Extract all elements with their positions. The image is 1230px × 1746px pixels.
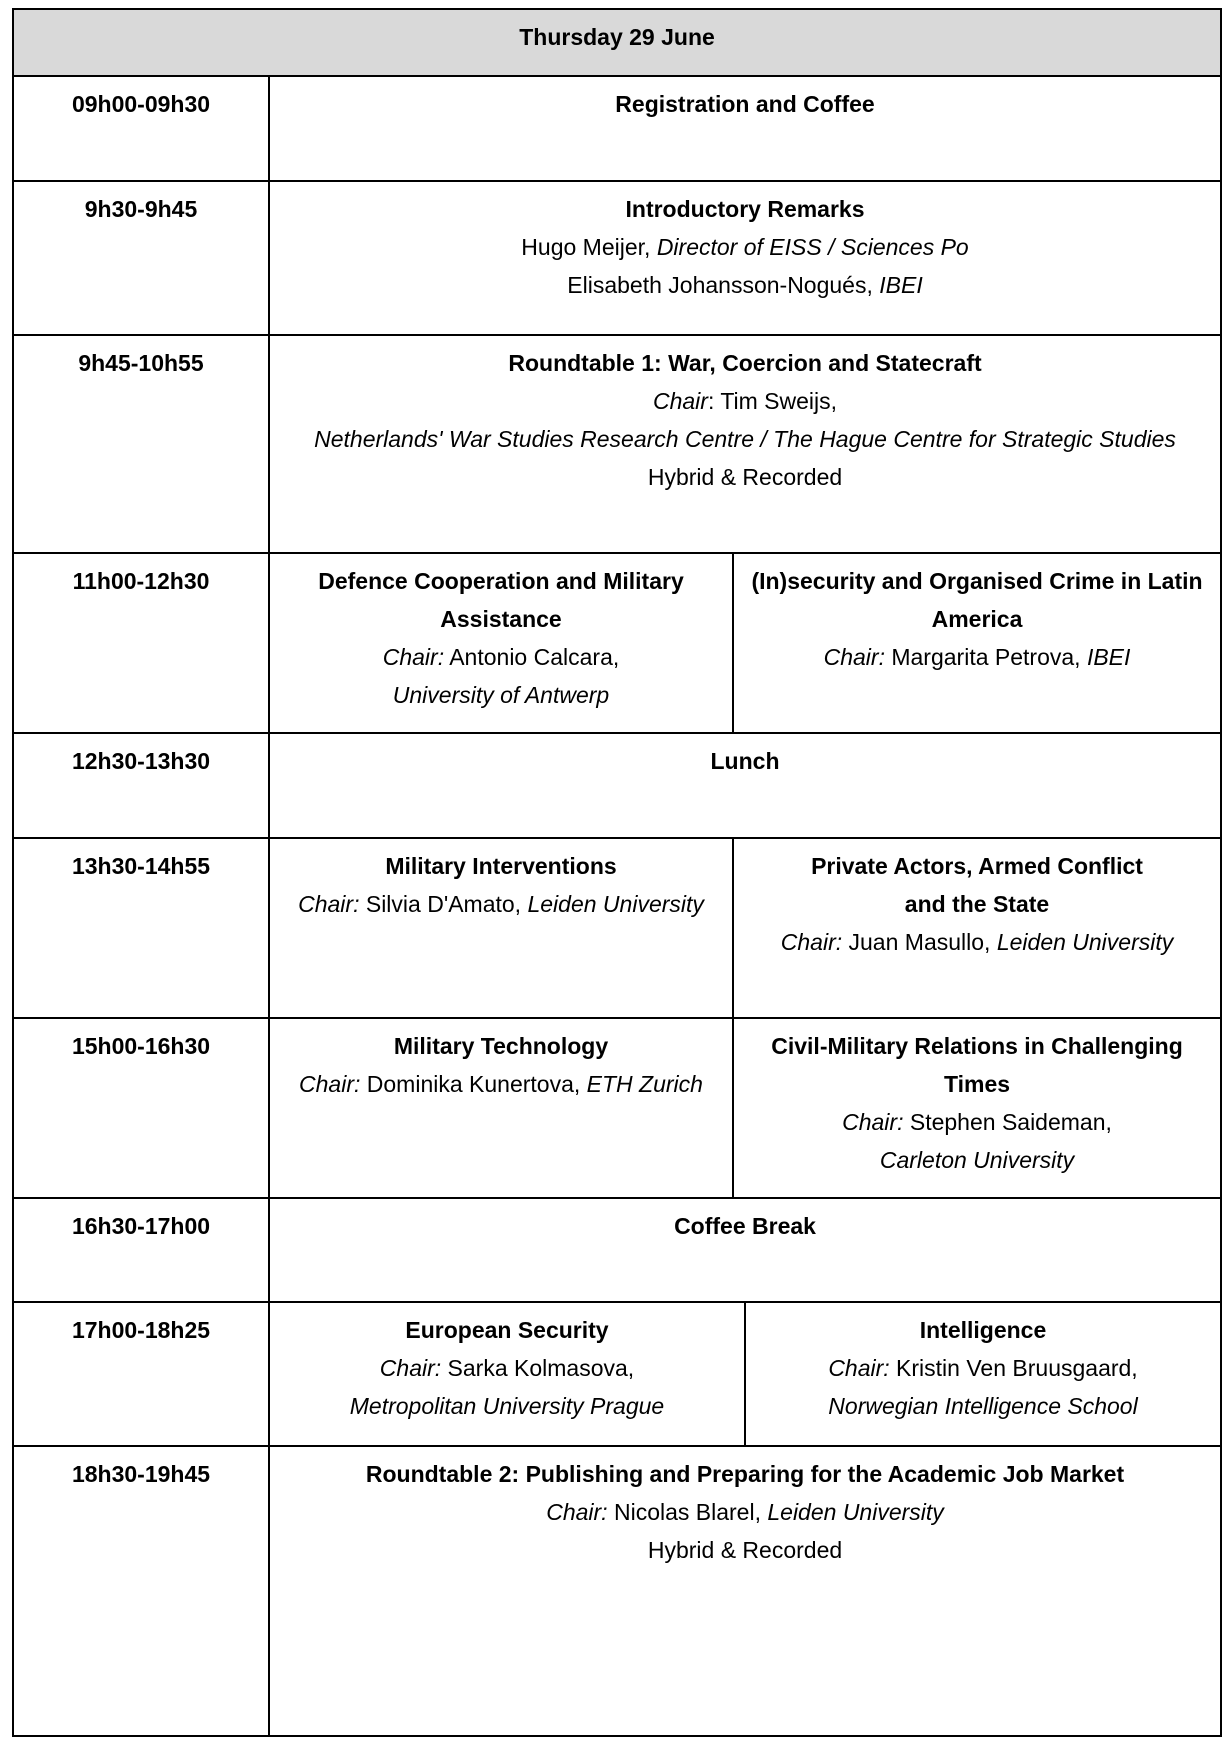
chair-line	[280, 885, 722, 923]
chair-name: Stephen Saideman,	[903, 1109, 1112, 1135]
chair-label: Chair:	[379, 1355, 442, 1381]
chair-label: Chair:	[546, 1499, 608, 1525]
chair-name: Juan Masullo,	[842, 929, 997, 955]
session-cell-left	[269, 553, 733, 733]
chair-name: Silvia D'Amato,	[359, 891, 528, 917]
header-row	[13, 9, 1221, 76]
chair-name: Dominika Kunertova,	[360, 1071, 587, 1097]
time-cell: 18h30-19h45	[13, 1446, 269, 1736]
session-title: Lunch	[710, 748, 780, 774]
session-cell	[269, 181, 1221, 335]
time-cell: 9h30-9h45	[13, 181, 269, 335]
session-cell-left	[269, 838, 733, 1018]
chair-affiliation: Leiden University	[996, 929, 1174, 955]
session-cell	[269, 335, 1221, 553]
chair-affiliation: Metropolitan University Prague	[349, 1393, 665, 1419]
chair-affiliation: Carleton University	[879, 1147, 1075, 1173]
chair-line	[280, 1493, 1210, 1531]
chair-label: Chair	[652, 388, 708, 414]
chair-label: Chair:	[828, 1355, 890, 1381]
chair-affiliation: Netherlands' War Studies Research Centre / The Hague Centre for Strategic Studies	[314, 426, 1176, 452]
time-cell: 12h30-13h30	[13, 733, 269, 838]
time-cell: 16h30-17h00	[13, 1198, 269, 1302]
session-title: and the State	[904, 891, 1050, 917]
chair-line	[744, 638, 1210, 676]
chair-affiliation: University of Antwerp	[392, 682, 610, 708]
schedule-table	[12, 8, 1222, 1737]
chair-name: Margarita Petrova,	[884, 644, 1087, 670]
session-cell	[269, 76, 1221, 181]
speaker-line	[280, 266, 1210, 304]
time-cell: 11h00-12h30	[13, 553, 269, 733]
speaker-affiliation: IBEI	[879, 272, 923, 298]
chair-name: : Tim Sweijs,	[707, 388, 838, 414]
chair-name: Antonio Calcara,	[444, 644, 620, 670]
chair-line	[744, 923, 1210, 961]
speaker-name: Elisabeth Johansson-Nogués,	[567, 272, 880, 298]
session-cell	[269, 1446, 1221, 1736]
schedule-page	[12, 8, 1220, 1738]
speaker-affiliation: Director of EISS / Sciences Po	[656, 234, 969, 260]
time-cell: 13h30-14h55	[13, 838, 269, 1018]
chair-label: Chair:	[382, 644, 445, 670]
session-title: Roundtable 2: Publishing and Preparing for the Academic Job Market	[365, 1461, 1125, 1487]
session-title: Military Interventions	[385, 853, 617, 879]
time-cell: 9h45-10h55	[13, 335, 269, 553]
session-cell-right	[745, 1302, 1221, 1446]
speaker-name: Hugo Meijer,	[521, 234, 657, 260]
session-note: Hybrid & Recorded	[647, 1537, 843, 1563]
schedule-row	[13, 1302, 1221, 1446]
schedule-row	[13, 838, 1221, 1018]
schedule-row	[13, 335, 1221, 553]
chair-label: Chair:	[780, 929, 843, 955]
session-cell-left	[269, 1018, 733, 1198]
schedule-row	[13, 1446, 1221, 1736]
chair-name: Sarka Kolmasova,	[441, 1355, 635, 1381]
chair-affiliation: IBEI	[1086, 644, 1131, 670]
chair-affiliation: Leiden University	[767, 1499, 944, 1525]
chair-label: Chair:	[823, 644, 885, 670]
chair-name: Kristin Ven Bruusgaard,	[889, 1355, 1138, 1381]
chair-name: Nicolas Blarel,	[607, 1499, 768, 1525]
schedule-row	[13, 181, 1221, 335]
schedule-row	[13, 1198, 1221, 1302]
chair-line	[756, 1349, 1210, 1387]
schedule-row	[13, 1018, 1221, 1198]
session-cell-right	[733, 553, 1221, 733]
chair-line	[744, 1103, 1210, 1141]
chair-label: Chair:	[298, 891, 360, 917]
chair-label: Chair:	[299, 1071, 361, 1097]
session-cell	[269, 1198, 1221, 1302]
session-note: Hybrid & Recorded	[647, 464, 843, 490]
chair-line	[280, 638, 722, 676]
day-title: Thursday 29 June	[13, 9, 1221, 76]
session-cell-left	[269, 1302, 745, 1446]
chair-line	[280, 1065, 722, 1103]
session-title: Civil-Military Relations in Challenging Times	[771, 1033, 1183, 1097]
session-cell-right	[733, 1018, 1221, 1198]
chair-affiliation: Leiden University	[527, 891, 704, 917]
session-title: Defence Cooperation and Military Assistance	[318, 568, 684, 632]
session-title: Introductory Remarks	[625, 196, 865, 222]
schedule-row	[13, 76, 1221, 181]
schedule-row	[13, 733, 1221, 838]
time-cell: 15h00-16h30	[13, 1018, 269, 1198]
chair-affiliation: Norwegian Intelligence School	[828, 1393, 1138, 1419]
session-title: Intelligence	[919, 1317, 1047, 1343]
chair-affiliation: ETH Zurich	[586, 1071, 703, 1097]
chair-label: Chair:	[842, 1109, 904, 1135]
session-cell	[269, 733, 1221, 838]
chair-line	[280, 1349, 734, 1387]
schedule-row	[13, 553, 1221, 733]
session-title: Roundtable 1: War, Coercion and Statecraft	[508, 350, 982, 376]
time-cell: 17h00-18h25	[13, 1302, 269, 1446]
session-title: Coffee Break	[674, 1213, 816, 1239]
session-title: (In)security and Organised Crime in Latin America	[751, 568, 1203, 632]
session-title: European Security	[405, 1317, 609, 1343]
session-title: Military Technology	[393, 1033, 609, 1059]
session-title: Private Actors, Armed Conflict	[811, 853, 1143, 879]
time-cell: 09h00-09h30	[13, 76, 269, 181]
speaker-line	[280, 228, 1210, 266]
chair-line	[280, 382, 1210, 420]
session-cell-right	[733, 838, 1221, 1018]
session-title: Registration and Coffee	[615, 91, 875, 117]
